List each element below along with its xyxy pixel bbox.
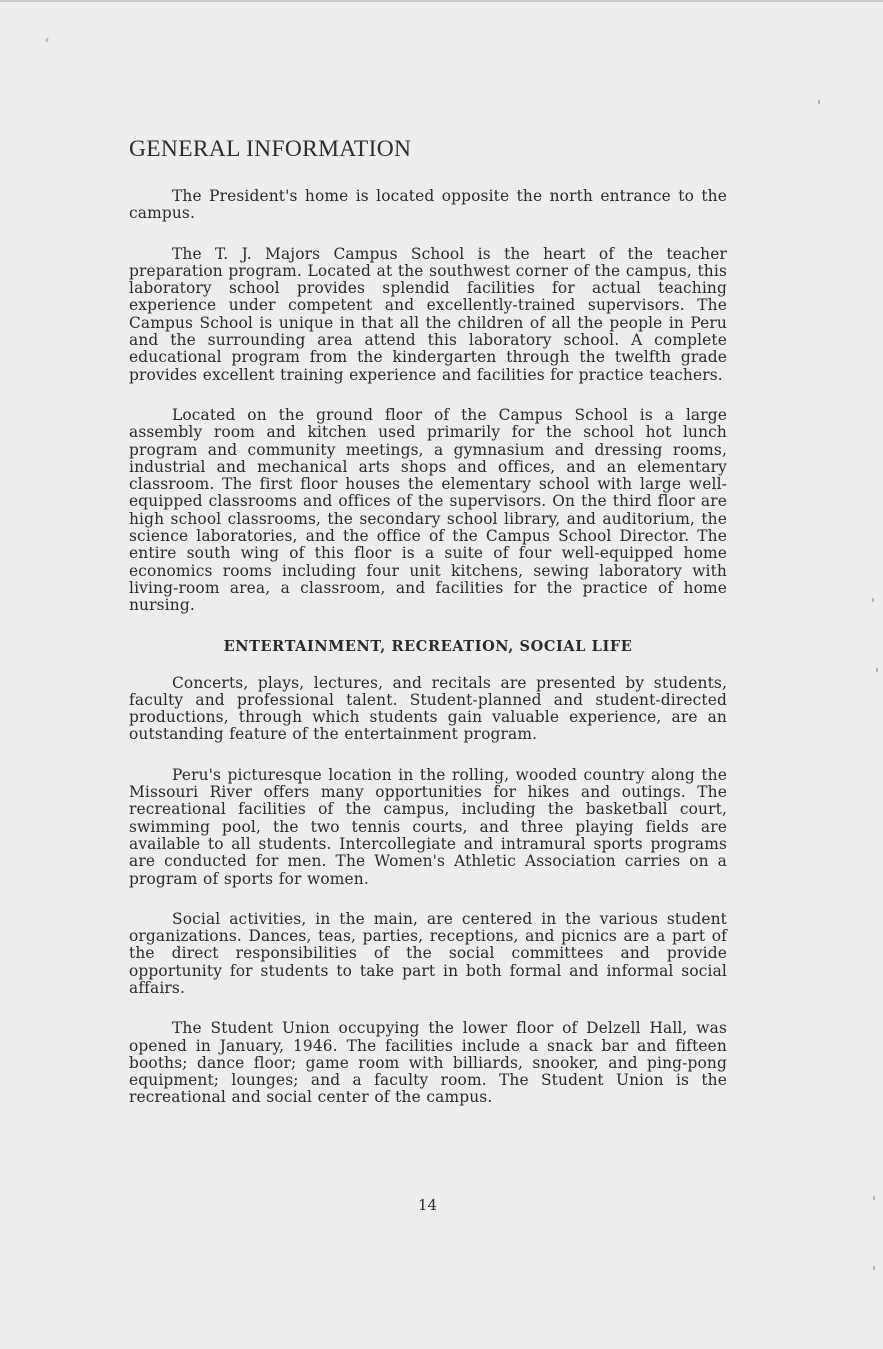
- paragraph-campus-school: The T. J. Majors Campus School is the heart of the teacher preparation program. Located at the southwest corner of the campus, this laboratory school provides splendid facilities for actual teaching experience under competent and excellently-trained supervisors. The Campus School is unique in that all the children of all the people in Peru and the surrounding area attend this laboratory school. A complete educational program from the kindergarten through the twelfth grade provides excellent training experience and facilities for practice teachers.: [129, 244, 727, 384]
- page-number: 14: [417, 1196, 438, 1214]
- scan-speck: [876, 668, 878, 672]
- scan-speck: [818, 100, 820, 104]
- page-title: GENERAL INFORMATION: [129, 136, 412, 162]
- scan-speck: [873, 1266, 875, 1270]
- scan-speck: [873, 1196, 875, 1200]
- section-heading-entertainment: ENTERTAINMENT, RECREATION, SOCIAL LIFE: [223, 637, 633, 655]
- paragraph-presidents-home: The President's home is located opposite the north entrance to the campus.: [129, 187, 727, 223]
- scan-speck: [45, 38, 48, 42]
- paragraph-social-activities: Social activities, in the main, are centered in the various student organizations. Dances, teas, parties, receptions, and picnics are a part of the direct responsibilities of the social committees and provide opportunity for students to take part in both formal and informal social affairs.: [129, 909, 727, 997]
- paragraph-recreation: Peru's picturesque location in the rolling, wooded country along the Missouri River offers many opportunities for hikes and outings. The recreational facilities of the campus, including the basketball court, swimming pool, the two tennis courts, and three playing fields are available to all students. Intercollegiate and intramural sports programs are conducted for men. The Women's Athletic Association carries on a program of sports for women.: [129, 765, 727, 888]
- scan-speck: [872, 598, 874, 602]
- body-text: [129, 188, 727, 1130]
- paragraph-student-union: The Student Union occupying the lower floor of Delzell Hall, was opened in January, 1946. The facilities include a snack bar and fifteen booths; dance floor; game room with billiards, snooker, and ping-pong equipment; lounges; and a faculty room. The Student Union is the recreational and social center of the campus.: [129, 1019, 727, 1107]
- paragraph-campus-school-floors: Located on the ground floor of the Campus School is a large assembly room and kitchen used primarily for the school hot lunch program and community meetings, a gymnasium and dressing rooms, industrial and mechanical arts shops and offices, and an elementary classroom. The first floor houses the elementary school with large well-equipped classrooms and offices of the supervisors. On the third floor are high school classrooms, the secondary school library, and auditorium, the science laboratories, and the office of the Campus School Director. The entire south wing of this floor is a suite of four well-equipped home economics rooms including four unit kitchens, sewing laboratory with living-room area, a classroom, and facilities for the practice of home nursing.: [129, 405, 727, 615]
- paragraph-entertainment: Concerts, plays, lectures, and recitals are presented by students, faculty and professional talent. Student-planned and student-directed productions, through which students gain valuable experience, are an outstanding feature of the entertainment program.: [129, 673, 727, 744]
- page-top-edge: [0, 0, 883, 2]
